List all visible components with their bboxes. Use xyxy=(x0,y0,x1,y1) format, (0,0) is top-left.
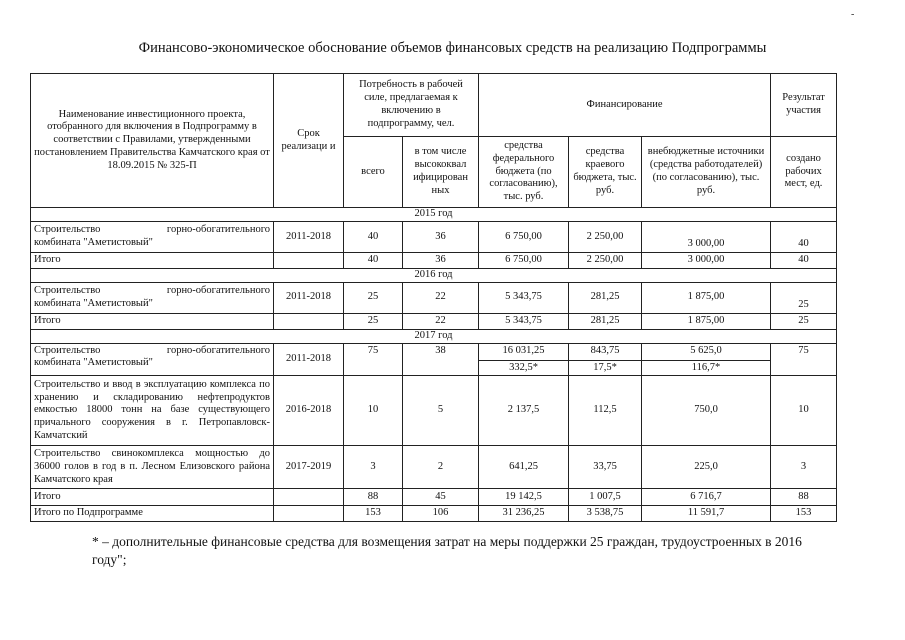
jobs-cell: 40 xyxy=(771,222,837,253)
high-cell: 22 xyxy=(403,313,479,329)
footnote: * – дополнительные финансовые средства для возмещения затрат на меры поддержки 25 граждан, трудоустроенных в 2016 году"; xyxy=(92,534,802,567)
year-2015: 2015 год xyxy=(31,208,837,222)
page-title: Финансово-экономическое обоснование объемов финансовых средств на реализацию Подпрограммы xyxy=(138,40,767,56)
header-regional: средства краевого бюджета, тыс. руб. xyxy=(569,137,642,208)
jobs-cell: 10 xyxy=(771,376,837,446)
high-cell: 36 xyxy=(403,222,479,253)
financing-table xyxy=(30,73,837,522)
federal-cell: 2 137,5 xyxy=(479,376,569,446)
federal-cell: 6 750,00 xyxy=(479,253,569,269)
extra-cell: 225,0 xyxy=(642,446,771,489)
year-2016: 2016 год xyxy=(31,268,837,282)
header-total: всего xyxy=(344,137,403,208)
total-label: Итого xyxy=(31,253,274,269)
total-label: Итого xyxy=(31,489,274,506)
high-cell: 106 xyxy=(403,506,479,522)
extra-cell: 6 716,7 xyxy=(642,489,771,506)
period-cell: 2011-2018 xyxy=(274,222,344,253)
table-row xyxy=(31,222,837,253)
high-cell: 36 xyxy=(403,253,479,269)
high-cell: 38 xyxy=(403,343,479,376)
federal-cell: 6 750,00 xyxy=(479,222,569,253)
corner-mark: - xyxy=(851,9,855,20)
period-cell: 2011-2018 xyxy=(274,282,344,313)
header-extra: внебюджетные источники (средства работодателей) (по согласованию), тыс. руб. xyxy=(642,137,771,208)
period-cell: 2017-2019 xyxy=(274,446,344,489)
grand-total-label: Итого по Подпрограмме xyxy=(31,506,274,522)
period-cell: 2016-2018 xyxy=(274,376,344,446)
extra-cell: 1 875,00 xyxy=(642,313,771,329)
regional-cell: 281,25 xyxy=(569,313,642,329)
header-financing: Финансирование xyxy=(479,74,771,137)
high-cell: 5 xyxy=(403,376,479,446)
year-2017: 2017 год xyxy=(31,329,837,343)
regional-cell: 2 250,00 xyxy=(569,222,642,253)
total-row xyxy=(31,489,837,506)
header-workforce: Потребность в рабочей силе, предлагаемая к включению в подпрограмму, чел. xyxy=(344,74,479,137)
total-cell: 40 xyxy=(344,222,403,253)
extra-cell: 3 000,00 xyxy=(642,253,771,269)
extra-cell: 750,0 xyxy=(642,376,771,446)
federal-cell: 5 343,75 xyxy=(479,282,569,313)
table-row xyxy=(31,376,837,446)
total-row xyxy=(31,313,837,329)
federal-cell: 5 343,75 xyxy=(479,313,569,329)
federal-add-cell: 332,5* xyxy=(479,360,569,376)
high-cell: 22 xyxy=(403,282,479,313)
header-federal: средства федерального бюджета (по согласованию), тыс. руб. xyxy=(479,137,569,208)
total-cell: 10 xyxy=(344,376,403,446)
total-cell: 75 xyxy=(344,343,403,376)
jobs-cell: 3 xyxy=(771,446,837,489)
regional-cell: 281,25 xyxy=(569,282,642,313)
header-project: Наименование инвестиционного проекта, отобранного для включения в Подпрограмму в соответствии с Правилами, утвержденными постановлением Правительства Камчатского края от 18.09.2015 № 325-П xyxy=(31,74,274,208)
project-name: Строительство горно-обогатительного комбината "Аметистовый" xyxy=(31,282,274,313)
federal-cell: 31 236,25 xyxy=(479,506,569,522)
high-cell: 2 xyxy=(403,446,479,489)
header-jobs: создано рабочих мест, ед. xyxy=(771,137,837,208)
federal-cell: 641,25 xyxy=(479,446,569,489)
table-row xyxy=(31,446,837,489)
regional-cell: 33,75 xyxy=(569,446,642,489)
total-label: Итого xyxy=(31,313,274,329)
project-name: Строительство свинокомплекса мощностью до 36000 голов в год в п. Лесном Елизовского района Камчатского края xyxy=(31,446,274,489)
total-cell: 88 xyxy=(344,489,403,506)
project-name: Строительство и ввод в эксплуатацию комплекса по хранению и складированию нефтепродуктов емкостью 18000 тонн на базе существующего причального сооружения в г. Петропавловск-Камчатский xyxy=(31,376,274,446)
extra-cell: 3 000,00 xyxy=(642,222,771,253)
grand-total-row xyxy=(31,506,837,522)
extra-cell: 11 591,7 xyxy=(642,506,771,522)
total-cell: 25 xyxy=(344,313,403,329)
regional-cell: 112,5 xyxy=(569,376,642,446)
total-cell: 40 xyxy=(344,253,403,269)
jobs-cell: 75 xyxy=(771,343,837,376)
extra-cell: 5 625,0 xyxy=(642,343,771,360)
total-row xyxy=(31,253,837,269)
federal-cell: 19 142,5 xyxy=(479,489,569,506)
federal-cell: 16 031,25 xyxy=(479,343,569,360)
period-cell: 2011-2018 xyxy=(274,343,344,376)
regional-cell: 2 250,00 xyxy=(569,253,642,269)
extra-add-cell: 116,7* xyxy=(642,360,771,376)
jobs-cell: 40 xyxy=(771,253,837,269)
jobs-cell: 153 xyxy=(771,506,837,522)
header-period: Срок реализаци и xyxy=(274,74,344,208)
jobs-cell: 88 xyxy=(771,489,837,506)
extra-cell: 1 875,00 xyxy=(642,282,771,313)
regional-cell: 843,75 xyxy=(569,343,642,360)
project-name: Строительство горно-обогатительного комбината "Аметистовый" xyxy=(31,343,274,376)
jobs-cell: 25 xyxy=(771,282,837,313)
jobs-cell: 25 xyxy=(771,313,837,329)
header-high-qualified: в том числе высококвал ифицирован ных xyxy=(403,137,479,208)
table-row xyxy=(31,282,837,313)
table-row xyxy=(31,343,837,360)
total-cell: 153 xyxy=(344,506,403,522)
regional-cell: 3 538,75 xyxy=(569,506,642,522)
regional-add-cell: 17,5* xyxy=(569,360,642,376)
header-result: Результат участия xyxy=(771,74,837,137)
regional-cell: 1 007,5 xyxy=(569,489,642,506)
project-name: Строительство горно-обогатительного комбината "Аметистовый" xyxy=(31,222,274,253)
total-cell: 3 xyxy=(344,446,403,489)
high-cell: 45 xyxy=(403,489,479,506)
total-cell: 25 xyxy=(344,282,403,313)
